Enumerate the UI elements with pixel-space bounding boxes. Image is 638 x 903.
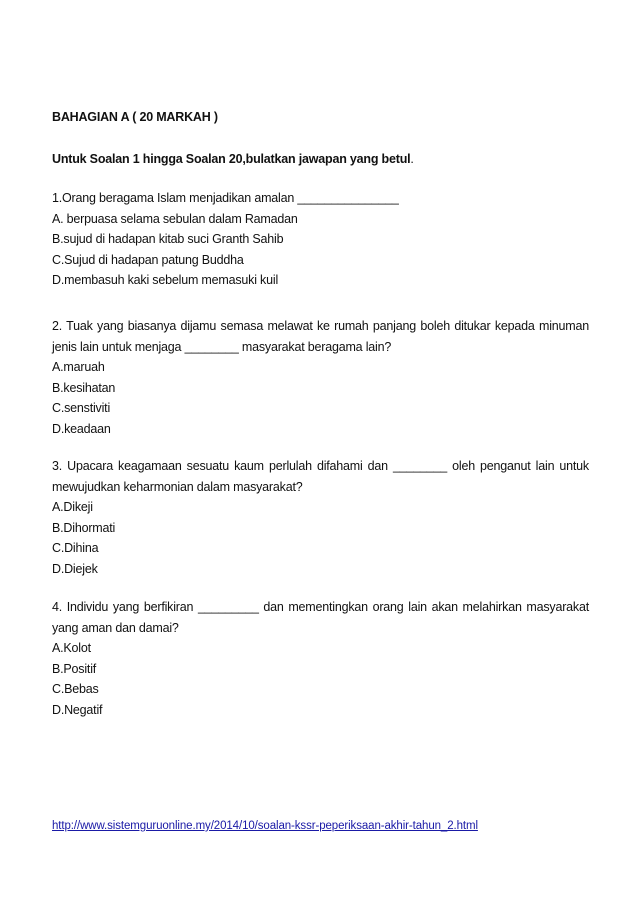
question-1-option-b[interactable]: B.sujud di hadapan kitab suci Granth Sahib <box>52 232 284 246</box>
section-heading: BAHAGIAN A ( 20 MARKAH ) <box>52 110 218 124</box>
question-1 <box>52 188 589 291</box>
question-3-stem: 3. Upacara keagamaan sesuatu kaum perlulah difahami dan ________ oleh penganut lain untuk mewujudkan keharmonian dalam masyarakat? <box>52 459 589 494</box>
question-1-stem: 1.Orang beragama Islam menjadikan amalan _______________ <box>52 191 399 205</box>
question-4-option-c[interactable]: C.Bebas <box>52 682 99 696</box>
question-4-option-b[interactable]: B.Positif <box>52 661 97 676</box>
question-2-stem: 2. Tuak yang biasanya dijamu semasa melawat ke rumah panjang boleh ditukar kepada minuman jenis lain untuk menjaga ________ masyarakat beragama lain? <box>52 319 589 354</box>
question-3-option-c[interactable]: C.Dihina <box>52 541 99 555</box>
question-2-option-d[interactable]: D.keadaan <box>52 421 111 436</box>
question-3-option-d[interactable]: D.Diejek <box>52 561 98 576</box>
instruction-text: Untuk Soalan 1 hingga Soalan 20,bulatkan jawapan yang betul <box>52 152 411 166</box>
question-4 <box>52 597 589 720</box>
question-2-option-a[interactable]: A.maruah <box>52 360 105 374</box>
question-3 <box>52 456 589 579</box>
question-4-stem: 4. Individu yang berfikiran _________ dan mementingkan orang lain akan melahirkan masyarakat yang aman dan damai? <box>52 600 589 635</box>
source-link[interactable]: http://www.sistemguruonline.my/2014/10/soalan-kssr-peperiksaan-akhir-tahun_2.html <box>52 820 478 832</box>
question-1-option-a[interactable]: A. berpuasa selama sebulan dalam Ramadan <box>52 211 298 226</box>
question-4-option-d[interactable]: D.Negatif <box>52 702 103 717</box>
question-2 <box>52 316 589 439</box>
question-1-option-d[interactable]: D.membasuh kaki sebelum memasuki kuil <box>52 273 279 287</box>
question-4-option-a[interactable]: A.Kolot <box>52 641 91 655</box>
question-3-option-b[interactable]: B.Dihormati <box>52 520 116 535</box>
question-2-option-b[interactable]: B.kesihatan <box>52 380 116 395</box>
question-3-option-a[interactable]: A.Dikeji <box>52 500 93 514</box>
question-1-option-c[interactable]: C.Sujud di hadapan patung Buddha <box>52 252 244 267</box>
instruction-period: . <box>410 152 414 166</box>
question-2-option-c[interactable]: C.senstiviti <box>52 401 111 415</box>
section-instruction <box>52 152 414 166</box>
